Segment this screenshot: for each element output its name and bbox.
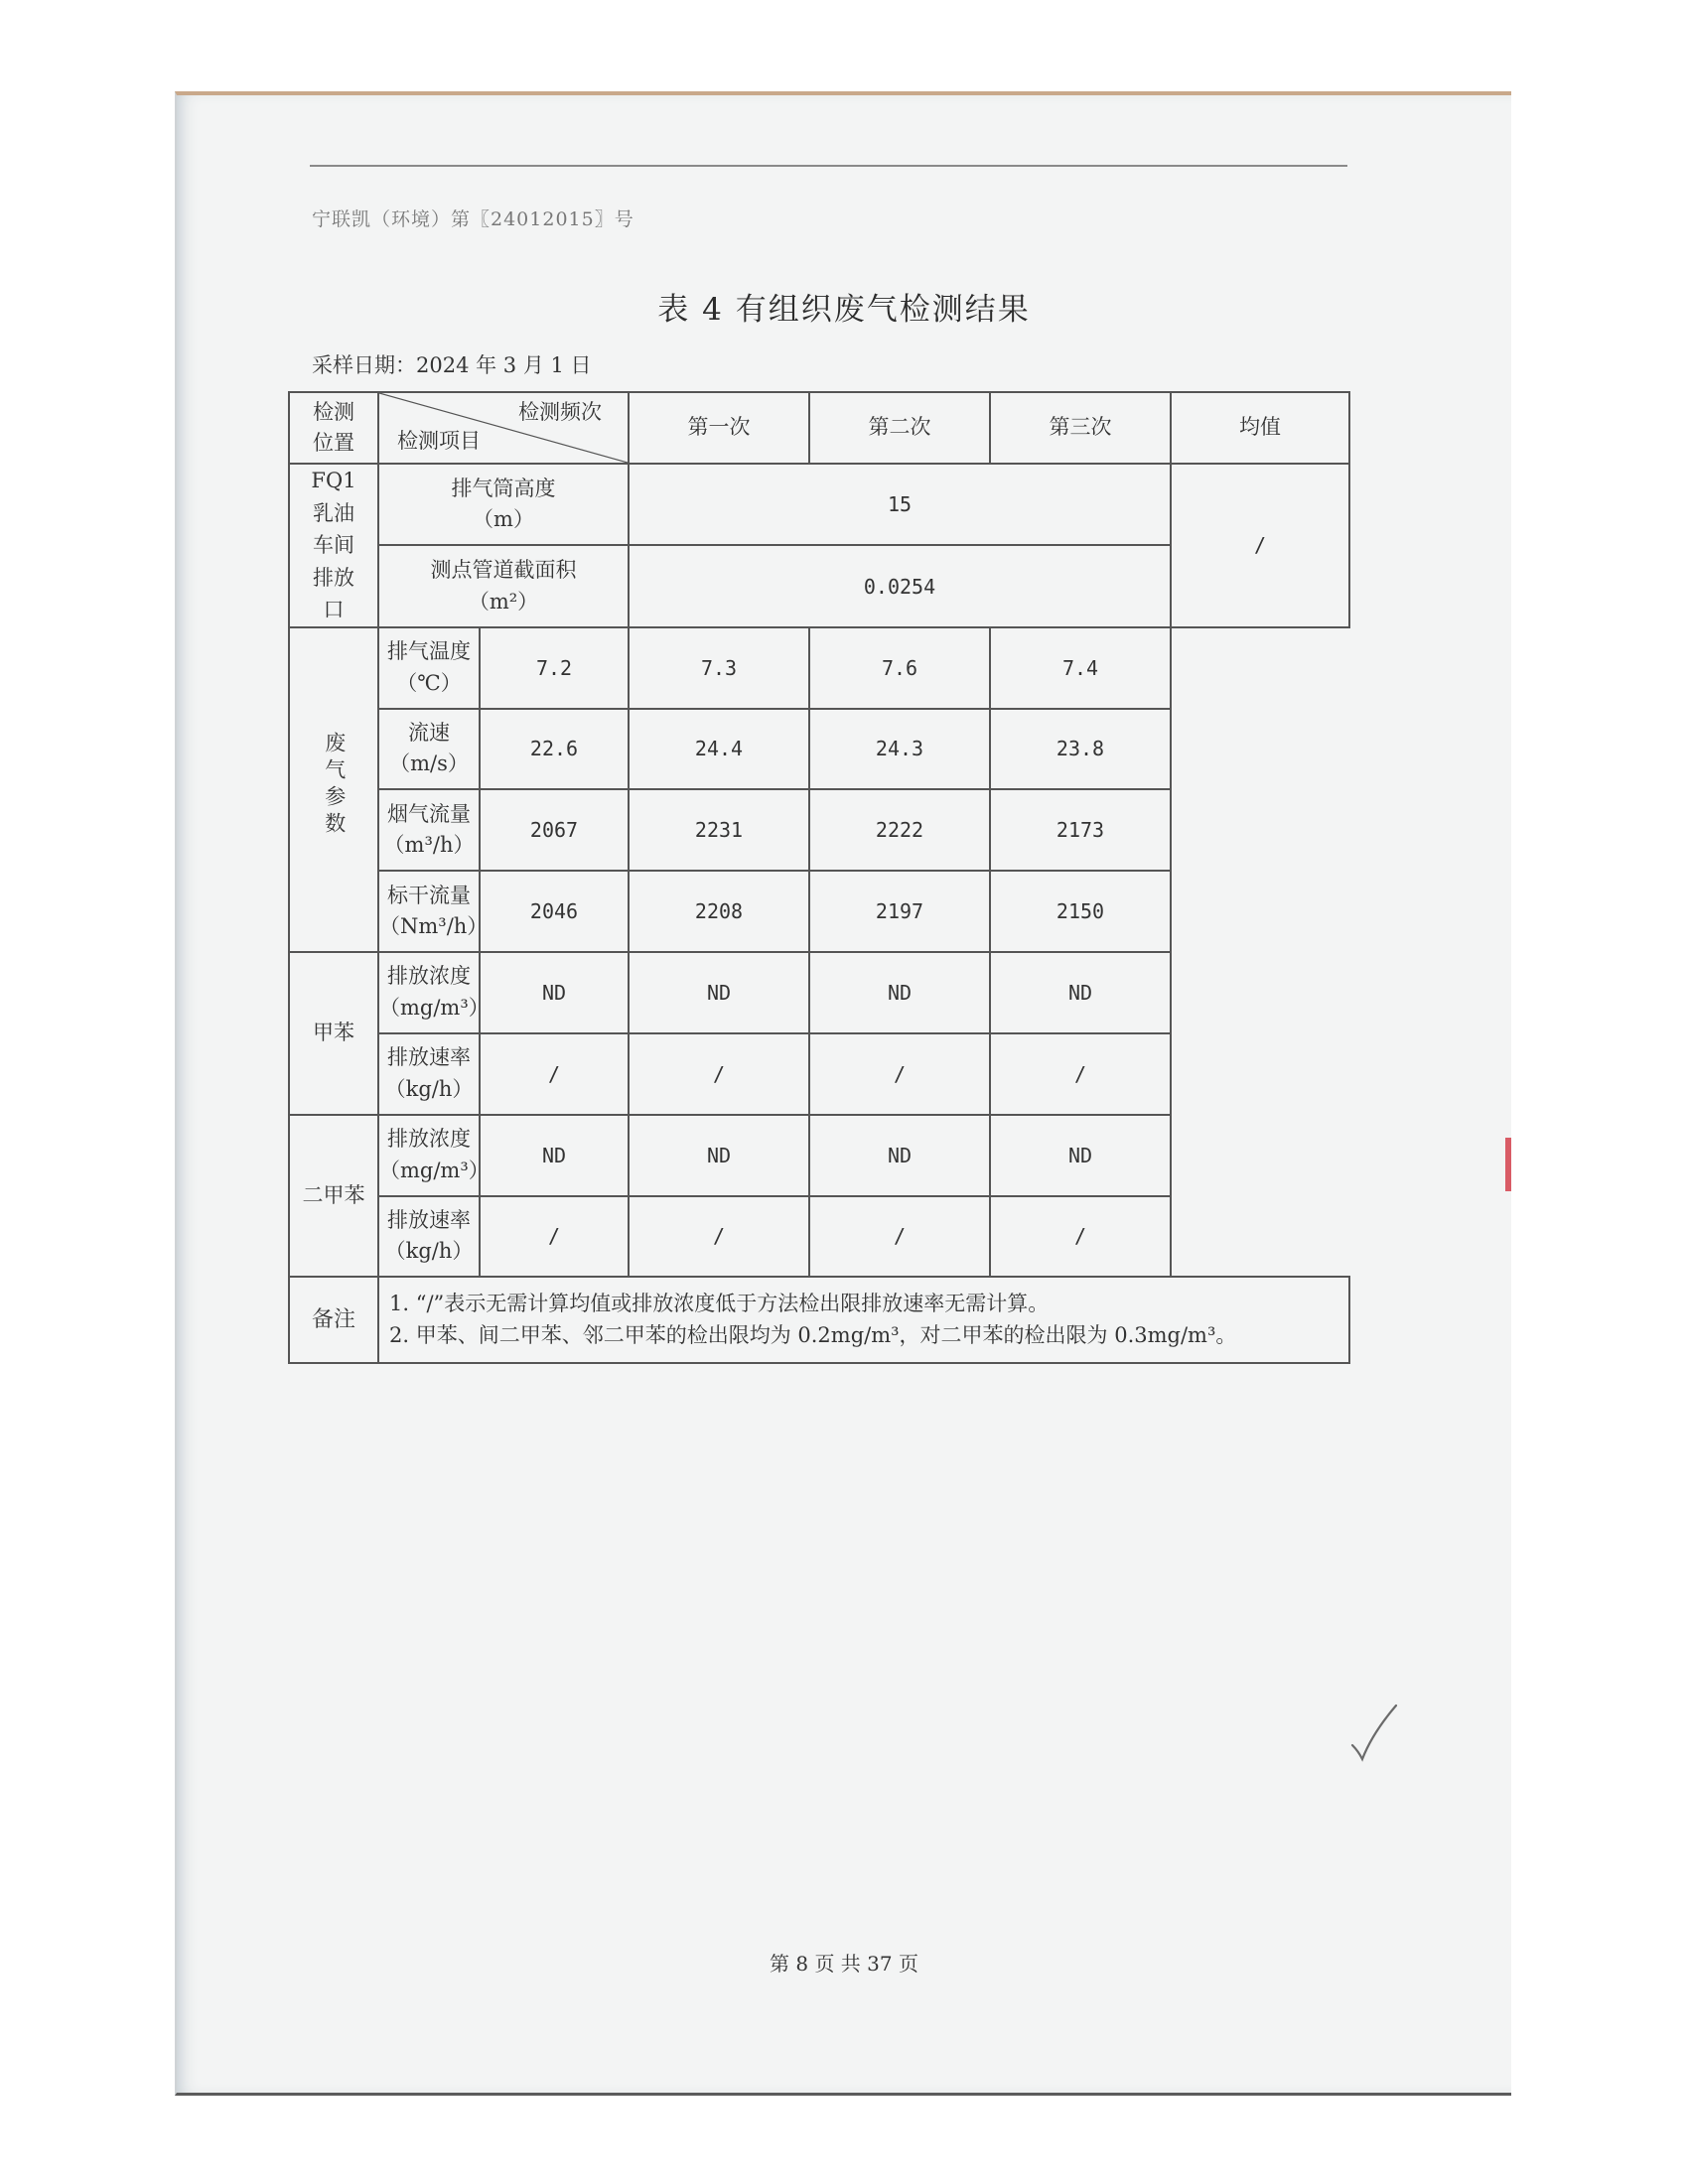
gas-params-label-text: 废气参数 — [322, 731, 347, 839]
pollutant-value: ND — [629, 1115, 809, 1196]
param-value: 22.6 — [480, 709, 629, 790]
param-value: 24.3 — [809, 709, 990, 790]
pollutant-item-label: 排放浓度 （mg/m³） — [378, 952, 480, 1033]
param-value: 2197 — [809, 871, 990, 952]
pollutant-value: ND — [990, 1115, 1171, 1196]
param-value: 2150 — [990, 871, 1171, 952]
pollutant-value: ND — [990, 952, 1171, 1033]
param-value: 23.8 — [990, 709, 1171, 790]
remark-line: 1. “/”表示无需计算均值或排放浓度低于方法检出限排放速率无需计算。 — [389, 1292, 1050, 1316]
sampling-date: 采样日期：2024 年 3 月 1 日 — [312, 353, 592, 377]
param-value: 2173 — [990, 789, 1171, 871]
column-header-avg: 均值 — [1171, 392, 1349, 464]
remark-line: 2. 甲苯、间二甲苯、邻二甲苯的检出限均为 0.2mg/m³，对二甲苯的检出限为 0.3mg/m³。 — [389, 1322, 1237, 1347]
param-label: 流速 （m/s） — [378, 709, 480, 790]
pollutant-item-label: 排放速率 （kg/h） — [378, 1033, 480, 1115]
param-label: 烟气流量 （m³/h） — [378, 789, 480, 871]
pollutant-item-label: 排放浓度 （mg/m³） — [378, 1115, 480, 1196]
pollutant-name: 甲苯 — [289, 952, 378, 1115]
location-header: 检测 位置 — [289, 392, 378, 464]
results-table — [288, 391, 1350, 1364]
header-rule — [310, 165, 1347, 167]
page-edge-tab — [1505, 1138, 1511, 1191]
cross-section-value: 0.0254 — [629, 545, 1171, 626]
pollutant-value: / — [809, 1033, 990, 1115]
param-value: 24.4 — [629, 709, 809, 790]
remark-content — [378, 1277, 1349, 1363]
page-footer: 第 8 页 共 37 页 — [770, 1952, 918, 1976]
remark-label: 备注 — [289, 1277, 378, 1363]
param-value: 7.4 — [990, 627, 1171, 709]
pollutant-value: ND — [480, 1115, 629, 1196]
document-number: 宁联凯（环境）第〖24012015〗号 — [312, 208, 634, 230]
pollutant-value: ND — [629, 952, 809, 1033]
cross-section-label: 测点管道截面积 （m²） — [378, 545, 629, 626]
location-cell — [289, 464, 378, 627]
fixed-average: / — [1171, 464, 1349, 627]
param-value: 2067 — [480, 789, 629, 871]
stack-height-label: 排气筒高度 （m） — [378, 464, 629, 545]
stack-height-value: 15 — [629, 464, 1171, 545]
location-name: FQ1 乳油车间排放口 — [311, 469, 356, 622]
column-header-1: 第一次 — [629, 392, 809, 464]
param-value: 7.2 — [480, 627, 629, 709]
pollutant-value: / — [480, 1033, 629, 1115]
item-header: 检测项目 — [397, 428, 481, 453]
param-label: 标干流量 （Nm³/h） — [378, 871, 480, 952]
pollutant-value: / — [629, 1196, 809, 1278]
param-value: 2208 — [629, 871, 809, 952]
pollutant-name: 二甲苯 — [289, 1115, 378, 1278]
corner-header — [378, 392, 629, 464]
pollutant-value: / — [480, 1196, 629, 1278]
table-title: 表 4 有组织废气检测结果 — [657, 292, 1031, 328]
param-value: 7.6 — [809, 627, 990, 709]
check-mark-icon — [1348, 1700, 1408, 1769]
gas-params-group-label — [289, 627, 378, 952]
column-header-2: 第二次 — [809, 392, 990, 464]
param-value: 2046 — [480, 871, 629, 952]
param-value: 2222 — [809, 789, 990, 871]
pollutant-value: ND — [809, 1115, 990, 1196]
pollutant-value: / — [990, 1196, 1171, 1278]
pollutant-value: ND — [480, 952, 629, 1033]
param-label: 排气温度 （℃） — [378, 627, 480, 709]
param-value: 2231 — [629, 789, 809, 871]
frequency-header: 检测频次 — [518, 400, 602, 424]
param-value: 7.3 — [629, 627, 809, 709]
pollutant-value: / — [990, 1033, 1171, 1115]
pollutant-item-label: 排放速率 （kg/h） — [378, 1196, 480, 1278]
pollutant-value: / — [629, 1033, 809, 1115]
pollutant-value: / — [809, 1196, 990, 1278]
column-header-3: 第三次 — [990, 392, 1171, 464]
pollutant-value: ND — [809, 952, 990, 1033]
